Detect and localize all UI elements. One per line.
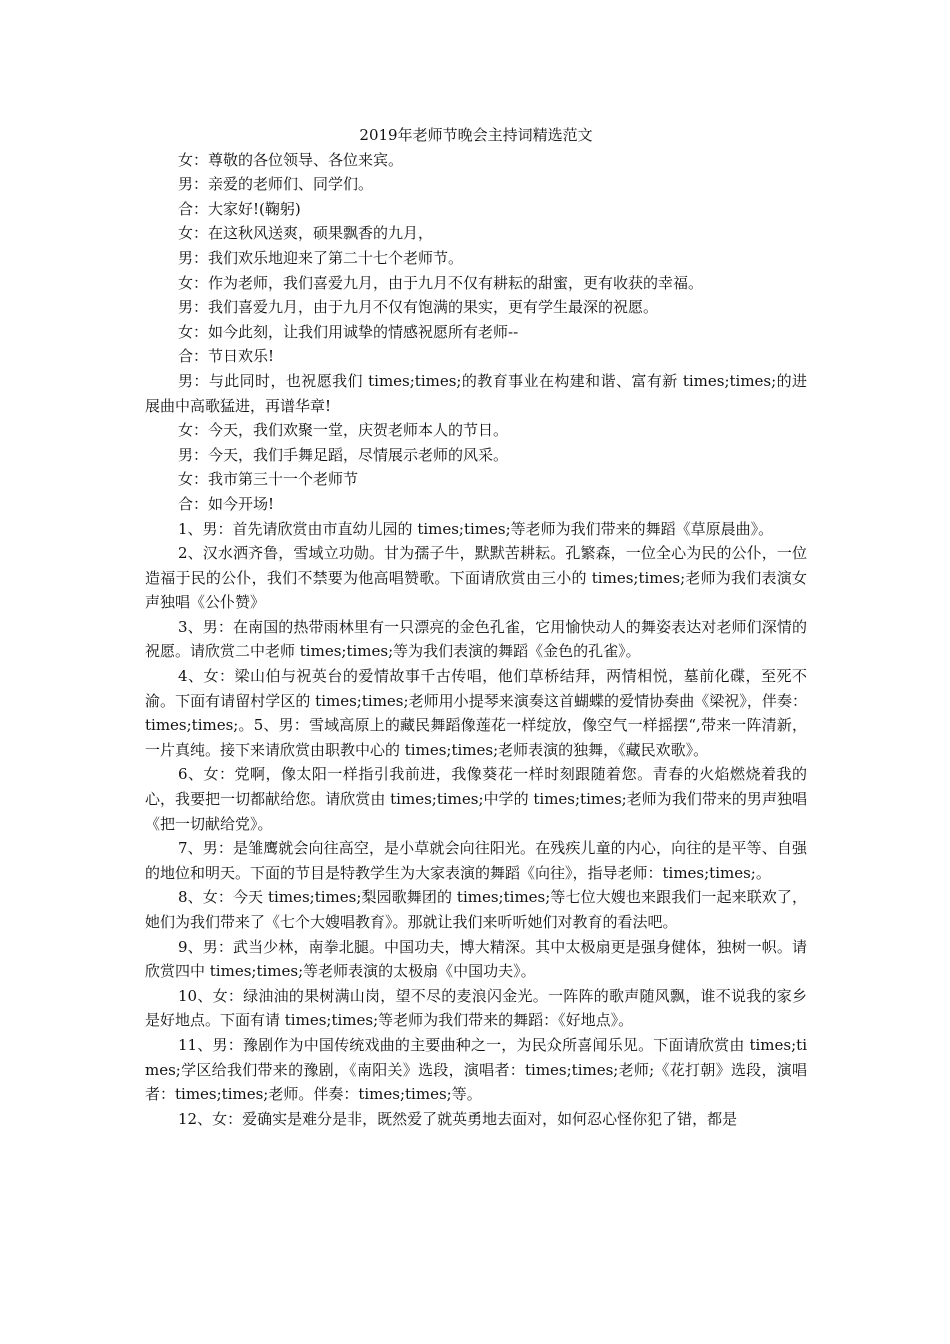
paragraph: 女：在这秋风送爽，硕果飘香的九月，	[178, 224, 434, 243]
paragraph: 合：节日欢乐!	[178, 347, 275, 366]
paragraph: 女：我市第三十一个老师节	[178, 470, 359, 489]
paragraph: 男：亲爱的老师们、同学们。	[178, 175, 374, 194]
paragraph: 合：大家好!(鞠躬)	[178, 199, 301, 218]
paragraph: 6、女：党啊，像太阳一样指引我前进，我像葵花一样时刻跟随着您。青春的火焰燃烧着我的心，我要把一切都献给您。请欣赏由 times;times;中学的 times;times;老师为我们带来的男声独唱《把一切献给党》。	[145, 765, 807, 833]
paragraph: 女：尊敬的各位领导、各位来宾。	[178, 150, 404, 169]
paragraph: 女：今天，我们欢聚一堂，庆贺老师本人的节日。	[178, 421, 509, 440]
paragraph: 1、男：首先请欣赏由市直幼儿园的 times;times;等老师为我们带来的舞蹈《草原晨曲》。	[178, 519, 774, 538]
paragraph: 3、男：在南国的热带雨林里有一只漂亮的金色孔雀，它用愉快动人的舞姿表达对老师们深情的祝愿。请欣赏二中老师 times;times;等为我们表演的舞蹈《金色的孔雀》。	[145, 617, 807, 661]
paragraph: 男：我们喜爱九月，由于九月不仅有饱满的果实，更有学生最深的祝愿。	[178, 298, 659, 317]
paragraph: 9、男：武当少林，南拳北腿。中国功夫，博大精深。其中太极扇更是强身健体，独树一帜。请欣赏四中 times;times;等老师表演的太极扇《中国功夫》。	[145, 937, 807, 981]
paragraph: 男：我们欢乐地迎来了第二十七个老师节。	[178, 248, 464, 267]
paragraph: 女：如今此刻，让我们用诚挚的情感祝愿所有老师--	[178, 322, 519, 341]
document-page	[145, 123, 807, 1131]
paragraph: 8、女：今天 times;times;梨园歌舞团的 times;times;等七位大嫂也来跟我们一起来联欢了，她们为我们带来了《七个大嫂唱教育》。那就让我们来听听她们对教育的看法吧。	[145, 888, 807, 931]
paragraph: 11、男：豫剧作为中国传统戏曲的主要曲种之一，为民众所喜闻乐见。下面请欣赏由 times;times;学区给我们带来的豫剧，《南阳关》选段，演唱者：times;times;老师;《花打朝》选段，演唱者：times;times;老师。伴奏：times;times;等。	[145, 1035, 807, 1104]
paragraph: 4、女：梁山伯与祝英台的爱情故事千古传唱，他们草桥结拜，两情相悦，墓前化碟，至死不渝。下面有请留村学区的 times;times;老师用小提琴来演奏这首蝴蝶的爱情协奏曲《梁祝》，伴奏：times;times;。5、男：雪域高原上的藏民舞蹈像莲花一样绽放，像空气一样摇摆“,带来一阵清新，一片真纯。接下来请欣赏由职教中心的 times;times;老师表演的独舞，《藏民欢歌》。	[145, 667, 807, 759]
paragraph: 男：今天，我们手舞足蹈，尽情展示老师的风采。	[178, 445, 509, 464]
paragraph: 12、女：爱确实是难分是非，既然爱了就英勇地去面对，如何忍心怪你犯了错，都是	[178, 1109, 738, 1128]
paragraph: 10、女：绿油油的果树满山岗，望不尽的麦浪闪金光。一阵阵的歌声随风飘，谁不说我的家乡是好地点。下面有请 times;times;等老师为我们带来的舞蹈：《好地点》。	[145, 986, 807, 1030]
document-title: 2019年老师节晚会主持词精选范文	[359, 126, 593, 144]
paragraph: 2、汉水洒齐鲁，雪域立功勋。甘为孺子牛，默默苦耕耘。孔繁森，一位全心为民的公仆，一位造福于民的公仆，我们不禁要为他高唱赞歌。下面请欣赏由三小的 times;times;老师为我们表演女声独唱《公仆赞》	[145, 544, 807, 612]
paragraph: 男：与此同时，也祝愿我们 times;times;的教育事业在构建和谐、富有新 times;times;的进展曲中高歌猛进，再谱华章!	[145, 371, 807, 415]
paragraph: 7、男：是雏鹰就会向往高空，是小草就会向往阳光。在残疾儿童的内心，向往的是平等、自强的地位和明天。下面的节目是特教学生为大家表演的舞蹈《向往》，指导老师：times;times;。	[145, 839, 807, 882]
paragraph: 合：如今开场!	[178, 494, 275, 513]
paragraph: 女：作为老师，我们喜爱九月，由于九月不仅有耕耘的甜蜜，更有收获的幸福。	[178, 273, 704, 292]
